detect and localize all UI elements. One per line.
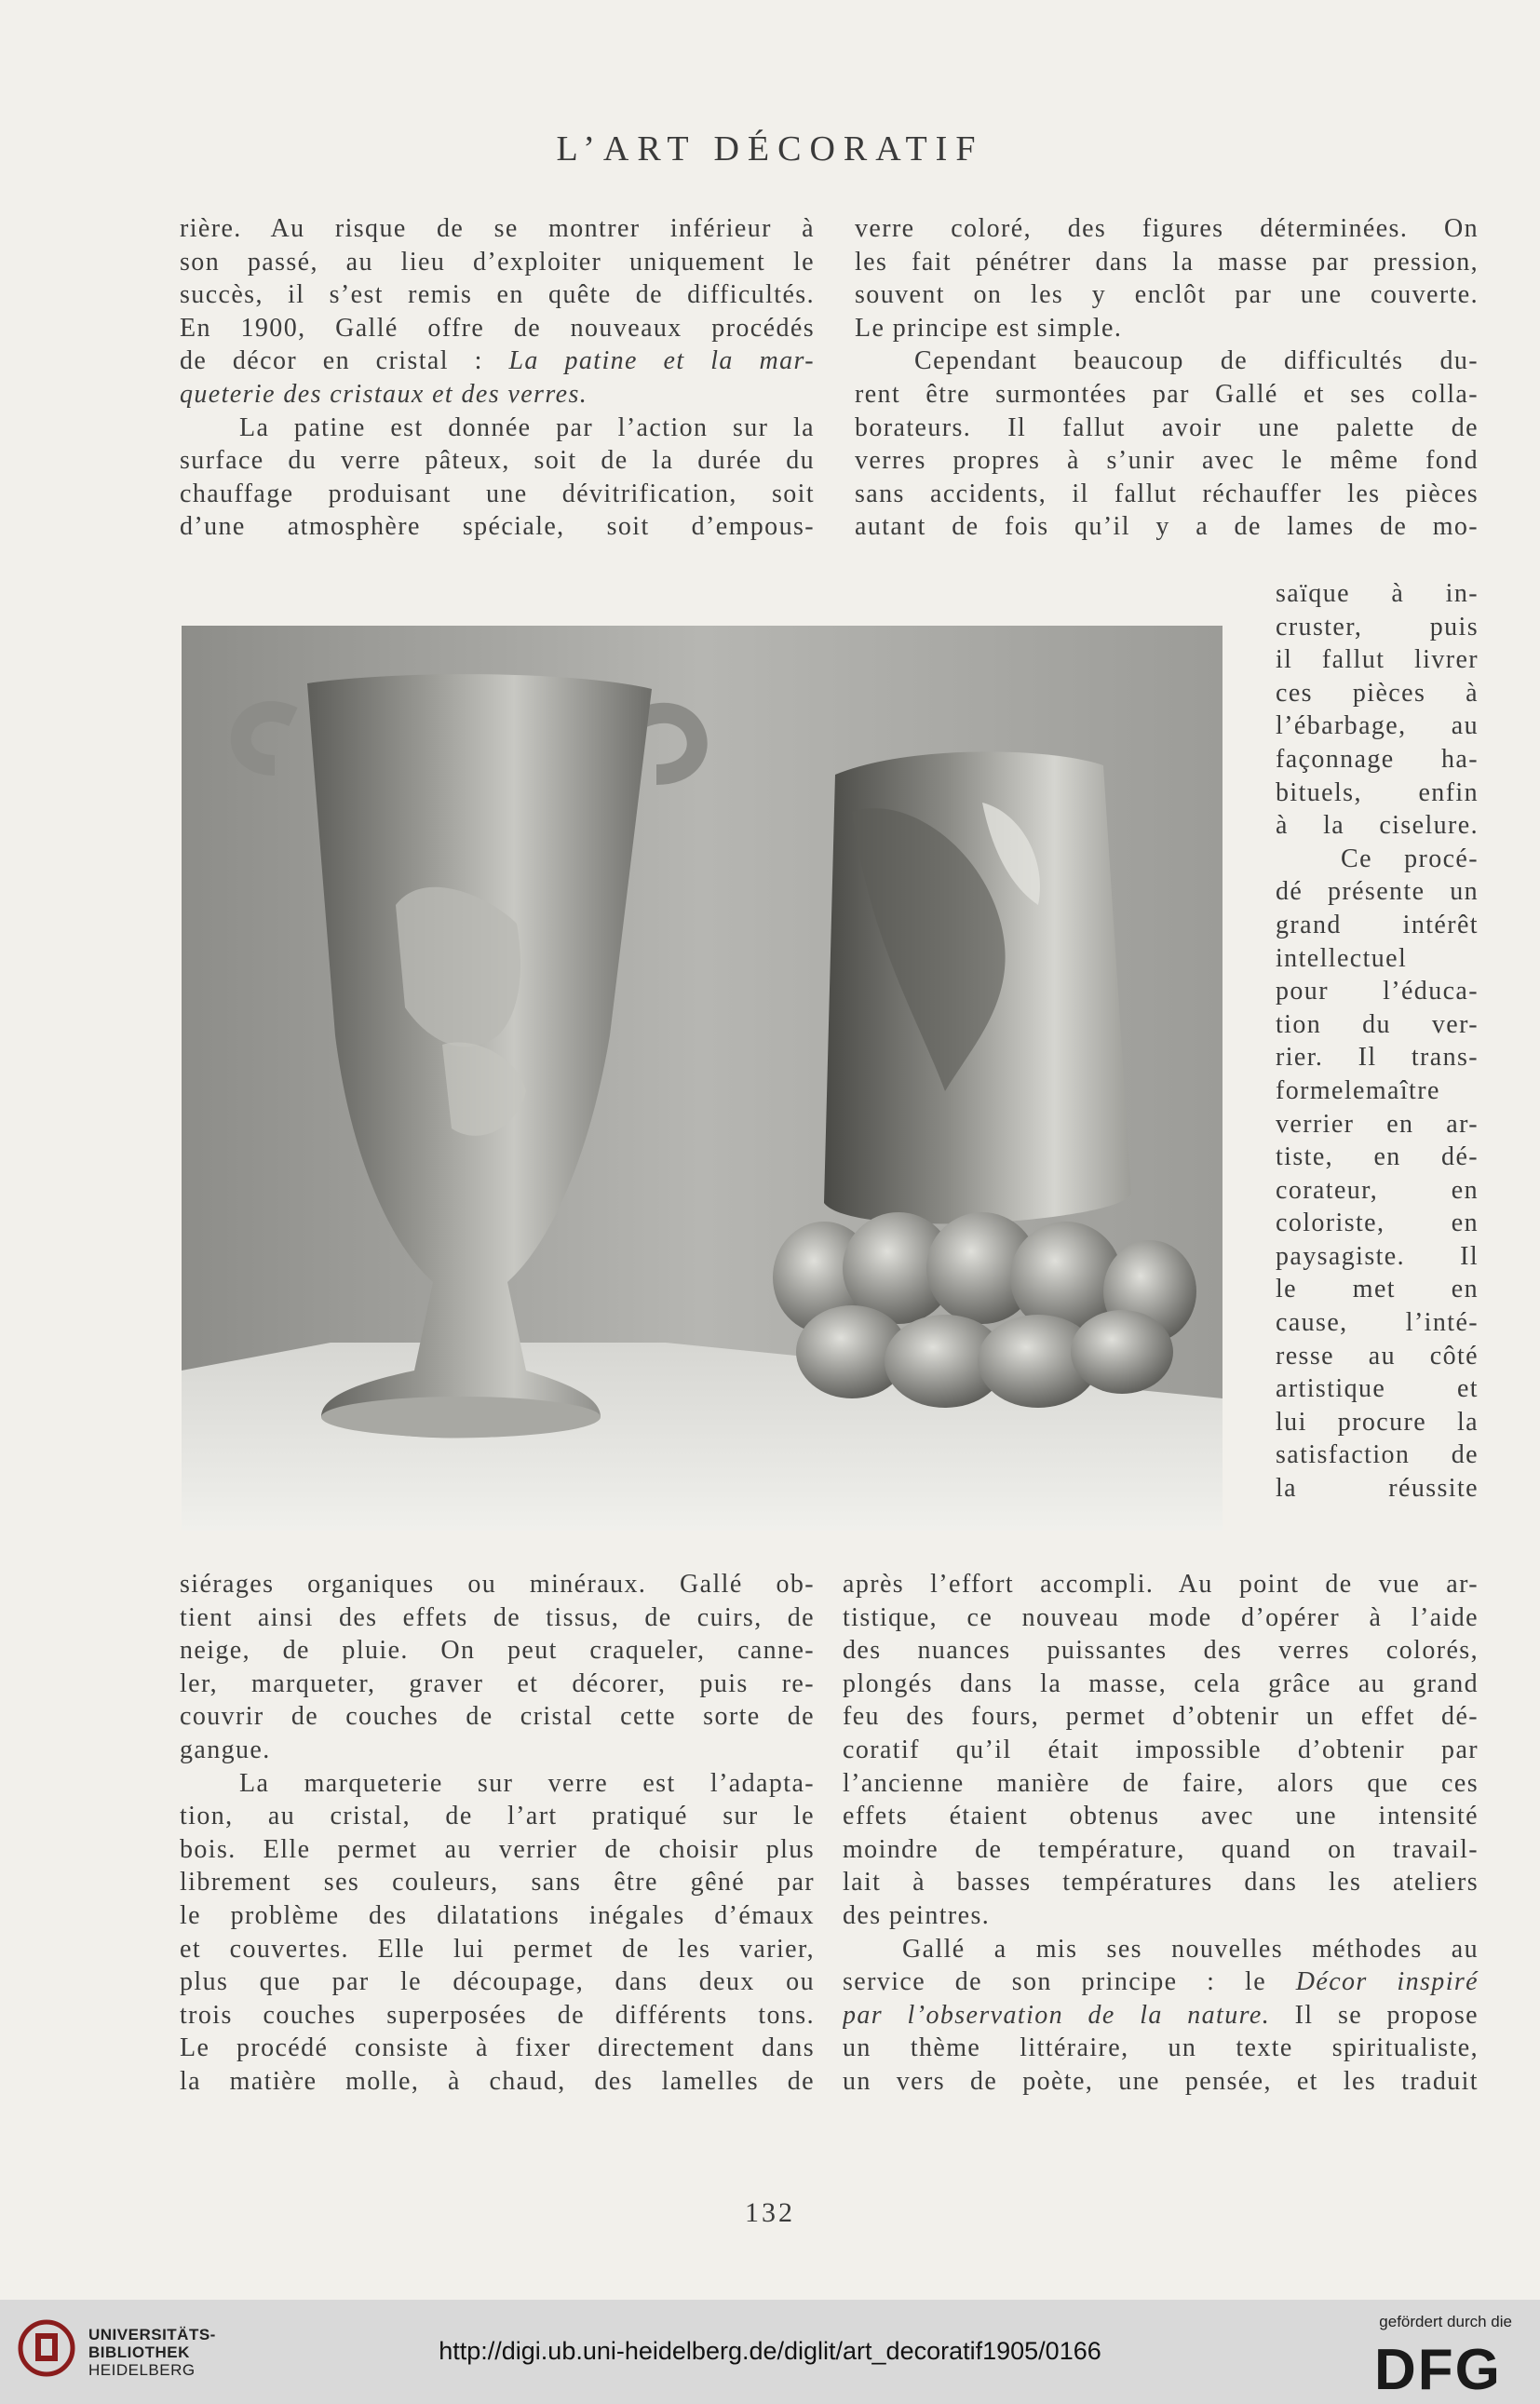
text-line: les fait pénétrer dans la masse par pression, <box>855 247 1479 277</box>
text-line: tiste, en dé- <box>1276 1142 1479 1172</box>
text-line: tion du ver- <box>1276 1009 1479 1039</box>
text-line: Gallé a mis ses nouvelles méthodes au <box>902 1934 1479 1964</box>
text-line: coloriste, en <box>1276 1209 1479 1238</box>
text-line: resse au côté <box>1276 1341 1479 1371</box>
italic-title-fragment: par l’observation de la nature. <box>843 2000 1271 2030</box>
text-line: librement ses couleurs, sans être gêné par <box>180 1868 815 1898</box>
column-bottom-left <box>180 1568 815 2099</box>
text-line: dé présente un <box>1276 877 1479 907</box>
dfg-logo-icon <box>1374 2341 1514 2397</box>
column-side-narrow <box>1276 577 1479 1506</box>
text-line: corateur, en <box>1276 1175 1479 1205</box>
running-title: L’ART DÉCORATIF <box>556 129 984 169</box>
dfg-logo-text: DFG <box>1374 2341 1502 2397</box>
paragraph <box>855 344 1479 544</box>
text-line: souvent on les y enclôt par une couverte. <box>855 280 1479 310</box>
paragraph <box>843 1568 1479 1933</box>
text-line <box>843 1999 1479 2033</box>
text-line: Cependant beaucoup de difficultés du- <box>914 346 1479 376</box>
text-line: grand intérêt <box>1276 910 1479 939</box>
text-line <box>180 344 815 378</box>
text-line: En 1900, Gallé offre de nouveaux procédés <box>180 313 815 343</box>
text-line: tistique, ce nouveau mode d’opérer à l’aide <box>843 1602 1479 1632</box>
text-line: formelemaître <box>1276 1075 1440 1105</box>
text-fragment: Il se propose <box>1270 2000 1479 2030</box>
text-line: satisfaction de <box>1276 1440 1479 1470</box>
italic-title-fragment: Décor inspiré <box>1295 1967 1479 1997</box>
text-line: couvrir de couches de cristal cette sorte de <box>180 1702 815 1732</box>
italic-title-fragment: La patine et la mar- <box>508 346 815 376</box>
library-name-line: BIBLIOTHEK <box>88 2343 190 2361</box>
text-line: verre coloré, des figures déterminées. On <box>855 214 1479 243</box>
text-line: coratif qu’il était impossible d’obtenir par <box>843 1735 1479 1764</box>
text-line: lui procure la <box>1276 1407 1479 1437</box>
text-line: Ce procé- <box>1341 844 1479 873</box>
text-line: sans accidents, il fallut réchauffer les pièces <box>855 479 1479 508</box>
text-line: La patine est donnée par l’action sur la <box>239 412 815 442</box>
text-line: le met en <box>1276 1275 1479 1304</box>
text-line: gangue. <box>180 1735 271 1764</box>
text-line: l’ébarbage, au <box>1276 711 1479 741</box>
text-line: saïque à in- <box>1276 579 1479 608</box>
text-line: artistique et <box>1276 1374 1479 1404</box>
text-line: cause, l’inté- <box>1276 1308 1479 1338</box>
text-line: ler, marqueter, graver et décorer, puis re- <box>180 1668 815 1698</box>
text-line: son passé, au lieu d’exploiter uniquement le <box>180 247 815 277</box>
text-line: trois couches superposées de différents tons. <box>180 2000 815 2030</box>
text-line: rière. Au risque de se montrer inférieur à <box>180 214 815 243</box>
text-line: neige, de pluie. On peut craqueler, canne- <box>180 1636 815 1666</box>
text-line <box>843 1965 1479 1999</box>
text-line: plongés dans la masse, cela grâce au grand <box>843 1668 1479 1698</box>
text-line: il fallut livrer <box>1276 645 1479 675</box>
text-line: Le procédé consiste à fixer directement dans <box>180 2033 815 2063</box>
text-line: siérages organiques ou minéraux. Gallé ob- <box>180 1570 815 1599</box>
text-line: un thème littéraire, un texte spiritualiste, <box>843 2033 1479 2063</box>
text-line: rent être surmontées par Gallé et ses colla- <box>855 379 1479 409</box>
text-line: tient ainsi des effets de tissus, de cuirs, de <box>180 1602 815 1632</box>
text-line: verrier en ar- <box>1276 1109 1479 1139</box>
column-bottom-right <box>843 1568 1479 2099</box>
paragraph <box>1276 577 1479 843</box>
library-name-line: UNIVERSITÄTS- <box>88 2326 216 2343</box>
viewer-footer-bar <box>0 2300 1540 2404</box>
text-line: plus que par le découpage, dans deux ou <box>180 1967 815 1997</box>
text-line: intellectuel <box>1276 943 1408 973</box>
text-line: lait à basses températures dans les ateliers <box>843 1868 1479 1898</box>
text-fragment: service de son principe : le <box>843 1967 1296 1997</box>
text-line: à la ciselure. <box>1276 811 1479 841</box>
permalink-url[interactable]: http://digi.ub.uni-heidelberg.de/diglit/art_decoratif1905/0166 <box>439 2337 1101 2365</box>
text-line: surface du verre pâteux, soit de la durée du <box>180 446 815 476</box>
text-line: bois. Elle permet au verrier de choisir plus <box>180 1834 815 1864</box>
text-line: cruster, puis <box>1276 612 1479 642</box>
text-line: moindre de température, quand on travail- <box>843 1834 1479 1864</box>
text-line: un vers de poète, une pensée, et les traduit <box>843 2066 1479 2096</box>
text-line: la réussite <box>1276 1474 1479 1504</box>
text-line: ces pièces à <box>1276 678 1479 708</box>
text-line: pour l’éduca- <box>1276 977 1479 1006</box>
text-line: bituels, enfin <box>1276 777 1479 807</box>
paragraph <box>855 212 1479 344</box>
paragraph <box>180 212 815 412</box>
text-line: des peintres. <box>843 1900 991 1930</box>
library-name-line: HEIDELBERG <box>88 2361 196 2379</box>
text-line: le problème des dilatations inégales d’émaux <box>180 1900 815 1930</box>
text-line: après l’effort accompli. Au point de vue ar- <box>843 1570 1479 1599</box>
paragraph <box>1276 843 1479 1506</box>
paragraph <box>180 412 815 544</box>
paragraph <box>180 1568 815 1767</box>
text-line: des nuances puissantes des verres colorés, <box>843 1636 1479 1666</box>
text-line: verres propres à s’unir avec le même fond <box>855 446 1479 476</box>
page-number: 132 <box>745 2197 795 2228</box>
text-line: tion, au cristal, de l’art pratiqué sur le <box>180 1802 815 1831</box>
text-line: effets étaient obtenus avec une intensité <box>843 1802 1479 1831</box>
text-line: paysagiste. Il <box>1276 1241 1479 1271</box>
funding-caption: gefördert durch die <box>1379 2313 1512 2330</box>
text-line: l’ancienne manière de faire, alors que ces <box>843 1768 1479 1798</box>
paragraph <box>843 1933 1479 2099</box>
italic-title-fragment: queterie des cristaux et des verres. <box>180 379 588 409</box>
text-line: façonnage ha- <box>1276 744 1479 774</box>
paragraph <box>180 1767 815 2099</box>
text-line: succès, il s’est remis en quête de difficultés. <box>180 280 815 310</box>
column-top-right <box>855 212 1479 544</box>
text-line: Le principe est simple. <box>855 313 1123 343</box>
text-fragment: de décor en cristal : <box>180 346 509 376</box>
text-line: la matière molle, à chaud, des lamelles de <box>180 2066 815 2096</box>
column-top-left <box>180 212 815 544</box>
text-line: borateurs. Il fallut avoir une palette de <box>855 412 1479 442</box>
text-line: et couvertes. Elle lui permet de les varier, <box>180 1934 815 1964</box>
text-line: autant de fois qu’il y a de lames de mo- <box>855 512 1479 542</box>
vases-photograph <box>182 626 1223 1531</box>
text-line: rier. Il trans- <box>1276 1043 1479 1073</box>
text-line: d’une atmosphère spéciale, soit d’empous- <box>180 512 815 542</box>
text-line: La marqueterie sur verre est l’adapta- <box>239 1768 815 1798</box>
text-line: chauffage produisant une dévitrification, soit <box>180 479 815 508</box>
text-line: feu des fours, permet d’obtenir un effet dé- <box>843 1702 1479 1732</box>
